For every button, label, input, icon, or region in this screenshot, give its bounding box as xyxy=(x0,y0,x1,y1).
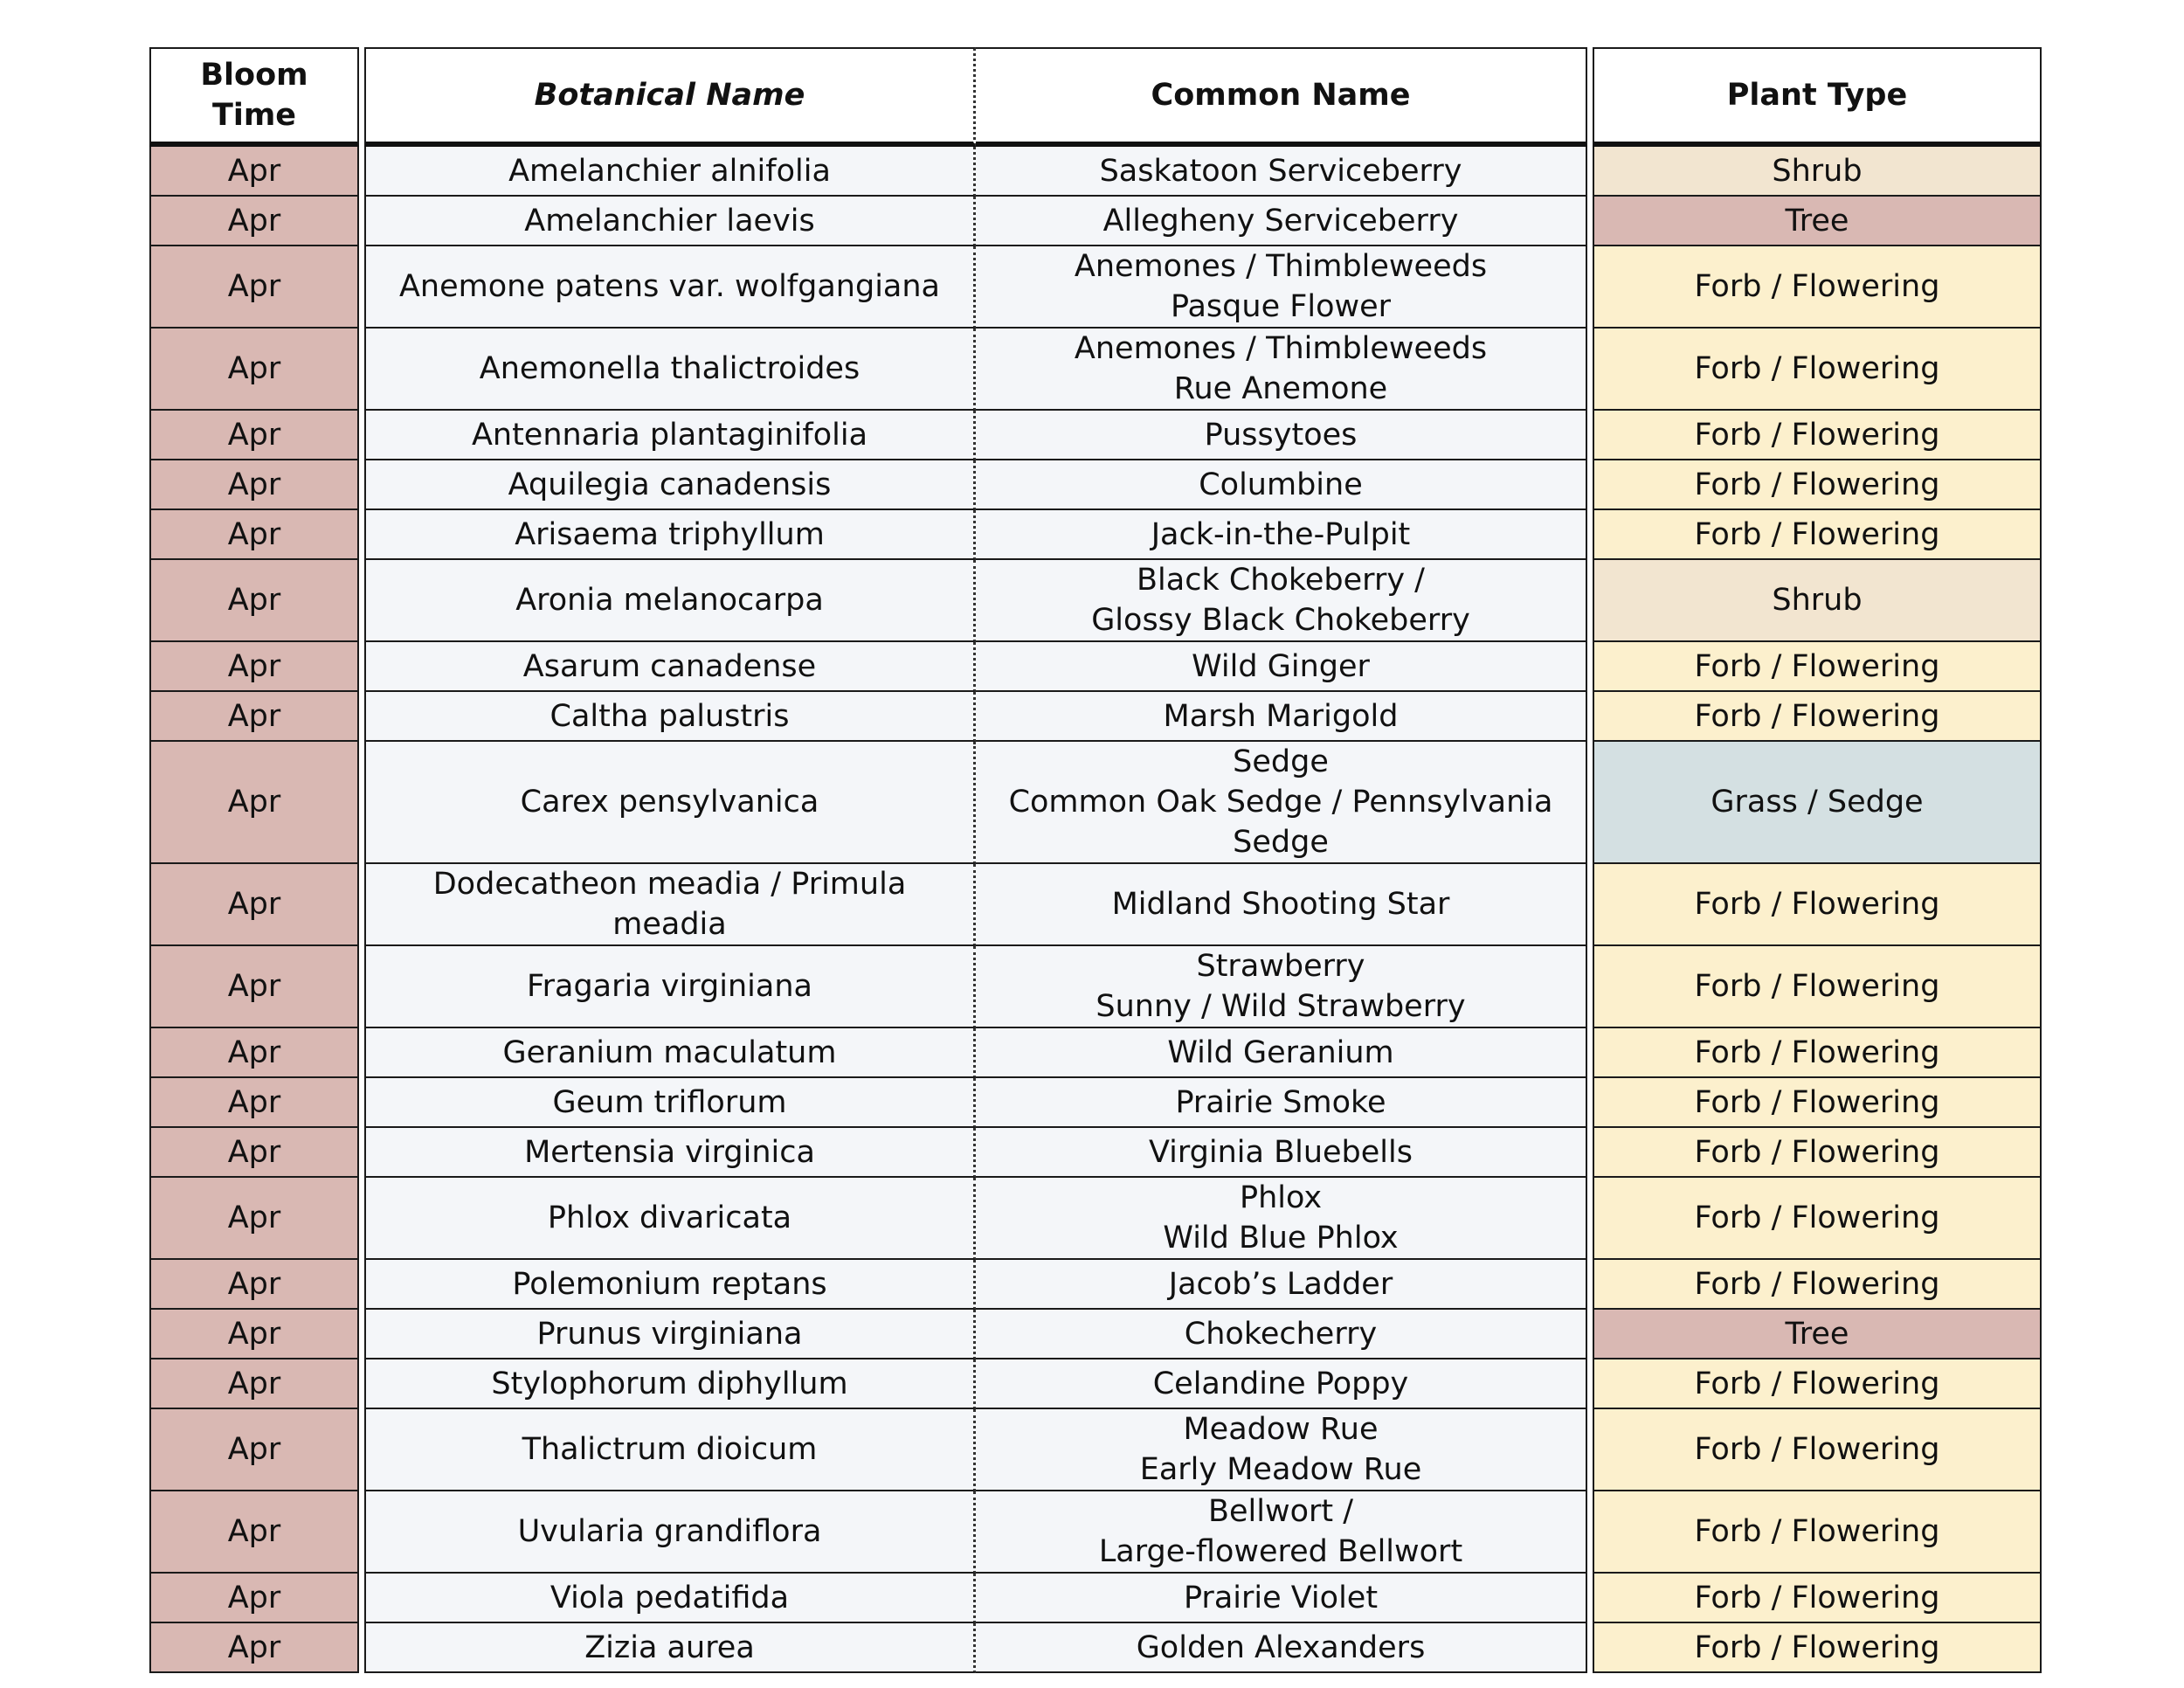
table-row xyxy=(149,510,2042,560)
bloom-time-cell: Apr xyxy=(149,1178,359,1260)
bloom-time-cell: Apr xyxy=(149,864,359,946)
bloom-time-cell: Apr xyxy=(149,197,359,246)
bloom-time-cell: Apr xyxy=(149,1128,359,1178)
table-row xyxy=(149,692,2042,742)
plant-type-cell: Forb / Flowering xyxy=(1593,510,2042,560)
bloom-time-cell: Apr xyxy=(149,1310,359,1359)
plant-type-cell: Forb / Flowering xyxy=(1593,1409,2042,1491)
plant-type-cell: Forb / Flowering xyxy=(1593,692,2042,742)
header-common-name: Common Name xyxy=(976,47,1587,147)
common-name-line: Jacob’s Ladder xyxy=(1168,1266,1393,1302)
botanical-name-cell: Amelanchier alnifolia xyxy=(364,147,976,197)
bloom-time-cell: Apr xyxy=(149,460,359,510)
botanical-name-cell: Caltha palustris xyxy=(364,692,976,742)
bloom-time-cell: Apr xyxy=(149,692,359,742)
common-name-line: Rue Anemone xyxy=(1173,371,1388,406)
header-plant-type: Plant Type xyxy=(1593,47,2042,147)
botanical-name-cell: Viola pedatifida xyxy=(364,1574,976,1623)
botanical-name-cell: Uvularia grandiflora xyxy=(364,1491,976,1574)
common-name-line: Sunny / Wild Strawberry xyxy=(1095,989,1466,1024)
common-name-line: Bellwort / xyxy=(1207,1494,1354,1529)
table-row xyxy=(149,329,2042,411)
common-name-cell xyxy=(976,1260,1587,1310)
common-name-cell xyxy=(976,946,1587,1028)
common-name-cell xyxy=(976,1128,1587,1178)
plant-type-cell: Forb / Flowering xyxy=(1593,1574,2042,1623)
bloom-time-cell: Apr xyxy=(149,329,359,411)
botanical-name-cell: Arisaema triphyllum xyxy=(364,510,976,560)
botanical-name-cell: Stylophorum diphyllum xyxy=(364,1359,976,1409)
common-name-line: Anemones / Thimbleweeds xyxy=(1074,249,1488,284)
botanical-name-cell: Aquilegia canadensis xyxy=(364,460,976,510)
common-name-line: Common Oak Sedge / Pennsylvania xyxy=(1008,785,1553,820)
botanical-name-cell: Anemone patens var. wolfgangiana xyxy=(364,246,976,329)
table-row xyxy=(149,1623,2042,1673)
table-row xyxy=(149,1028,2042,1078)
botanical-name-cell: Aronia melanocarpa xyxy=(364,560,976,642)
header-row xyxy=(149,47,2042,147)
bloom-time-cell: Apr xyxy=(149,246,359,329)
common-name-line: Jack-in-the-Pulpit xyxy=(1151,516,1411,552)
common-name-cell xyxy=(976,197,1587,246)
plant-type-cell: Forb / Flowering xyxy=(1593,946,2042,1028)
table-row xyxy=(149,1310,2042,1359)
table-row xyxy=(149,460,2042,510)
common-name-line: Celandine Poppy xyxy=(1152,1366,1409,1401)
plant-type-cell: Forb / Flowering xyxy=(1593,1260,2042,1310)
common-name-cell xyxy=(976,510,1587,560)
common-name-cell xyxy=(976,1574,1587,1623)
plant-type-cell: Forb / Flowering xyxy=(1593,642,2042,692)
common-name-cell xyxy=(976,1028,1587,1078)
common-name-cell xyxy=(976,864,1587,946)
bloom-time-cell: Apr xyxy=(149,642,359,692)
botanical-name-cell: Geum triflorum xyxy=(364,1078,976,1128)
botanical-name-cell: Asarum canadense xyxy=(364,642,976,692)
plant-type-cell: Forb / Flowering xyxy=(1593,411,2042,460)
common-name-line: Glossy Black Chokeberry xyxy=(1091,603,1470,638)
bloom-time-cell: Apr xyxy=(149,1028,359,1078)
botanical-name-cell: Geranium maculatum xyxy=(364,1028,976,1078)
bloom-time-cell: Apr xyxy=(149,946,359,1028)
table-row xyxy=(149,411,2042,460)
common-name-line: Chokecherry xyxy=(1184,1316,1378,1352)
plant-type-cell: Forb / Flowering xyxy=(1593,246,2042,329)
common-name-cell xyxy=(976,1359,1587,1409)
common-name-cell xyxy=(976,460,1587,510)
common-name-line: Phlox xyxy=(1239,1180,1323,1215)
botanical-name-cell: Thalictrum dioicum xyxy=(364,1409,976,1491)
common-name-line: Wild Geranium xyxy=(1167,1034,1394,1070)
common-name-line: Sedge xyxy=(1233,744,1329,779)
table-row xyxy=(149,742,2042,864)
table-row xyxy=(149,1178,2042,1260)
common-name-line: Virginia Bluebells xyxy=(1149,1134,1413,1170)
common-name-cell xyxy=(976,692,1587,742)
common-name-line: Large-flowered Bellwort xyxy=(1098,1534,1463,1569)
bloom-time-cell: Apr xyxy=(149,1409,359,1491)
botanical-name-cell: Anemonella thalictroides xyxy=(364,329,976,411)
common-name-line: Wild Blue Phlox xyxy=(1163,1221,1399,1256)
table-row xyxy=(149,147,2042,197)
botanical-name-cell: Antennaria plantaginifolia xyxy=(364,411,976,460)
common-name-cell xyxy=(976,1491,1587,1574)
table-row xyxy=(149,1359,2042,1409)
plant-type-cell: Tree xyxy=(1593,197,2042,246)
common-name-line: Wild Ginger xyxy=(1192,648,1370,684)
plant-type-cell: Forb / Flowering xyxy=(1593,1028,2042,1078)
common-name-cell xyxy=(976,560,1587,642)
bloom-time-cell: Apr xyxy=(149,560,359,642)
plant-type-cell: Forb / Flowering xyxy=(1593,329,2042,411)
table-row xyxy=(149,1078,2042,1128)
bloom-time-cell: Apr xyxy=(149,1078,359,1128)
common-name-cell xyxy=(976,329,1587,411)
plant-type-cell: Forb / Flowering xyxy=(1593,1128,2042,1178)
botanical-name-cell: Zizia aurea xyxy=(364,1623,976,1673)
bloom-time-cell: Apr xyxy=(149,1260,359,1310)
common-name-line: Allegheny Serviceberry xyxy=(1102,203,1459,239)
table-row xyxy=(149,560,2042,642)
table-row xyxy=(149,246,2042,329)
botanical-name-cell: Carex pensylvanica xyxy=(364,742,976,864)
common-name-line: Strawberry xyxy=(1196,949,1365,984)
plant-type-cell: Forb / Flowering xyxy=(1593,864,2042,946)
bloom-time-cell: Apr xyxy=(149,411,359,460)
botanical-name-cell: Dodecatheon meadia / Primula meadia xyxy=(364,864,976,946)
plant-type-cell: Forb / Flowering xyxy=(1593,1623,2042,1673)
common-name-cell xyxy=(976,147,1587,197)
bloom-time-cell: Apr xyxy=(149,1574,359,1623)
plant-type-cell: Forb / Flowering xyxy=(1593,460,2042,510)
common-name-line: Sedge xyxy=(1233,825,1329,860)
table-row xyxy=(149,1409,2042,1491)
table-row xyxy=(149,946,2042,1028)
botanical-name-cell: Fragaria virginiana xyxy=(364,946,976,1028)
bloom-time-cell: Apr xyxy=(149,510,359,560)
table-row xyxy=(149,642,2042,692)
common-name-line: Anemones / Thimbleweeds xyxy=(1074,331,1488,366)
botanical-name-cell: Amelanchier laevis xyxy=(364,197,976,246)
common-name-line: Pasque Flower xyxy=(1170,289,1392,324)
table-row xyxy=(149,1491,2042,1574)
bloom-time-cell: Apr xyxy=(149,147,359,197)
common-name-line: Columbine xyxy=(1199,467,1363,502)
plant-type-cell: Forb / Flowering xyxy=(1593,1178,2042,1260)
table-row xyxy=(149,1260,2042,1310)
bloom-time-cell: Apr xyxy=(149,1359,359,1409)
botanical-name-cell: Phlox divaricata xyxy=(364,1178,976,1260)
header-botanical-name: Botanical Name xyxy=(364,47,976,147)
common-name-line: Midland Shooting Star xyxy=(1111,887,1450,922)
table-body xyxy=(149,147,2042,1673)
table-row xyxy=(149,864,2042,946)
botanical-name-cell: Polemonium reptans xyxy=(364,1260,976,1310)
common-name-cell xyxy=(976,1409,1587,1491)
plant-type-cell: Forb / Flowering xyxy=(1593,1078,2042,1128)
common-name-cell xyxy=(976,246,1587,329)
table-row xyxy=(149,1128,2042,1178)
bloom-time-cell: Apr xyxy=(149,1491,359,1574)
common-name-line: Meadow Rue xyxy=(1183,1412,1379,1447)
common-name-cell xyxy=(976,411,1587,460)
plant-type-cell: Grass / Sedge xyxy=(1593,742,2042,864)
common-name-line: Marsh Marigold xyxy=(1163,698,1399,734)
table-row xyxy=(149,1574,2042,1623)
bloom-time-cell: Apr xyxy=(149,1623,359,1673)
plant-type-cell: Forb / Flowering xyxy=(1593,1491,2042,1574)
common-name-cell xyxy=(976,1078,1587,1128)
bloom-time-cell: Apr xyxy=(149,742,359,864)
table-row xyxy=(149,197,2042,246)
common-name-cell xyxy=(976,642,1587,692)
plant-type-cell: Forb / Flowering xyxy=(1593,1359,2042,1409)
common-name-cell xyxy=(976,742,1587,864)
common-name-cell xyxy=(976,1623,1587,1673)
common-name-line: Saskatoon Serviceberry xyxy=(1099,153,1462,189)
plant-type-cell: Tree xyxy=(1593,1310,2042,1359)
botanical-name-cell: Prunus virginiana xyxy=(364,1310,976,1359)
common-name-line: Golden Alexanders xyxy=(1136,1629,1426,1665)
plant-type-cell: Shrub xyxy=(1593,147,2042,197)
common-name-cell xyxy=(976,1178,1587,1260)
header-bloom-time: Bloom Time xyxy=(149,47,359,147)
common-name-line: Early Meadow Rue xyxy=(1139,1452,1422,1487)
plant-bloom-table xyxy=(149,47,2042,1673)
common-name-line: Black Chokeberry / xyxy=(1137,563,1425,598)
common-name-line: Pussytoes xyxy=(1204,417,1358,453)
botanical-name-cell: Mertensia virginica xyxy=(364,1128,976,1178)
common-name-line: Prairie Violet xyxy=(1183,1580,1379,1615)
common-name-cell xyxy=(976,1310,1587,1359)
common-name-line: Prairie Smoke xyxy=(1175,1084,1386,1120)
plant-type-cell: Shrub xyxy=(1593,560,2042,642)
